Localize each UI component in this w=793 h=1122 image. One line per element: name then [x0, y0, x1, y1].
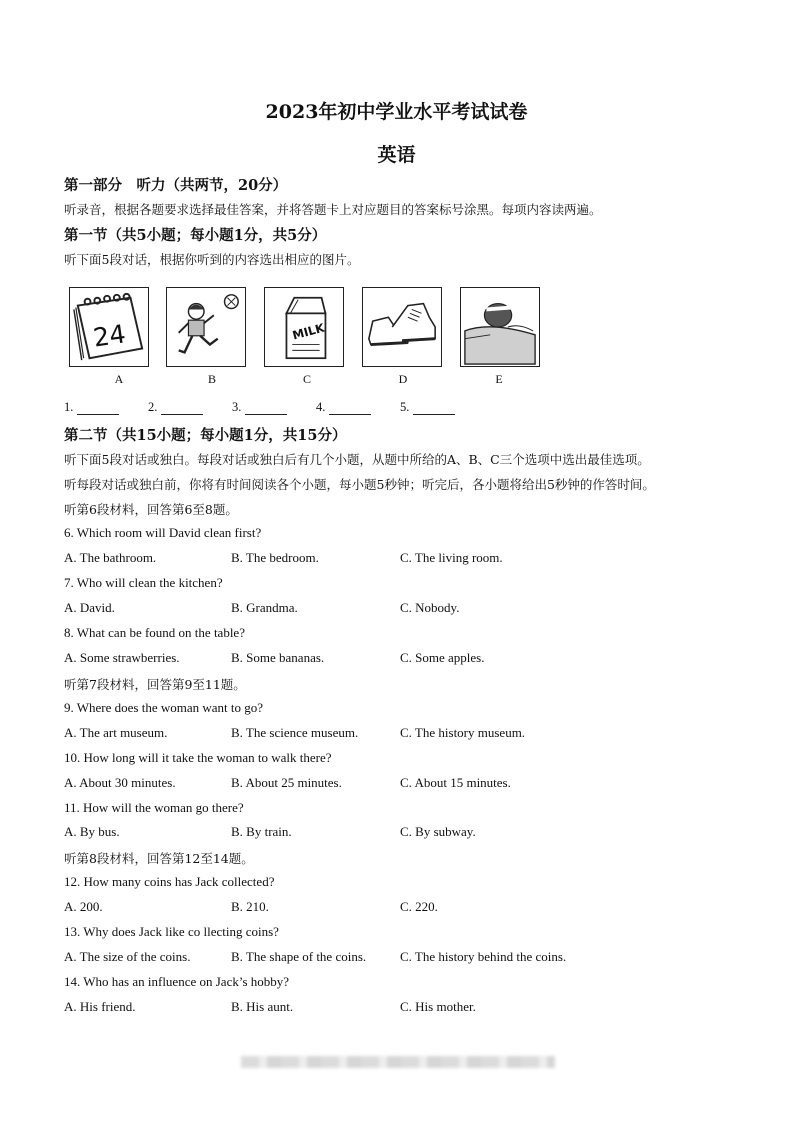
option-7a[interactable]: A. David.	[64, 600, 115, 615]
section1-instruction: 听下面5段对话，根据你听到的内容选出相应的图片。	[64, 252, 360, 267]
question-7: 7. Who will clean the kitchen?	[64, 575, 223, 590]
blank-line[interactable]	[329, 402, 371, 415]
svg-text:MILK: MILK	[290, 320, 326, 343]
section1-heading: 第一节（共5小题；每小题1分，共5分）	[64, 227, 327, 244]
option-10b[interactable]: B. About 25 minutes.	[231, 775, 342, 790]
picture-label-a: A	[114, 372, 124, 386]
blank-line[interactable]	[413, 402, 455, 415]
answer-blank-4[interactable]	[316, 400, 371, 415]
section2-instruction-2: 听每段对话或独白前，你将有时间阅读各个小题，每小题5秒钟；听完后，各小题将给出5秒钟的作答时间。	[64, 477, 655, 492]
group-intro: 听第6段材料，回答第6至8题。	[64, 502, 238, 517]
blank-number: 2.	[148, 400, 158, 414]
boy-kicking-ball-icon	[166, 287, 246, 367]
blank-number: 3.	[232, 400, 242, 414]
picture-label-c: C	[302, 372, 311, 386]
option-8b[interactable]: B. Some bananas.	[231, 650, 325, 665]
option-11c[interactable]: C. By subway.	[400, 824, 476, 839]
option-9a[interactable]: A. The art museum.	[64, 725, 168, 740]
section2-instruction-1: 听下面5段对话或独白。每段对话或独白后有几个小题，从题中所给的A、B、C三个选项中选出最佳选项。	[64, 452, 650, 467]
option-10c[interactable]: C. About 15 minutes.	[400, 775, 511, 790]
option-13c[interactable]: C. The history behind the coins.	[400, 949, 567, 964]
answer-blank-2[interactable]	[148, 400, 203, 415]
option-14a[interactable]: A. His friend.	[64, 999, 136, 1014]
answer-blank-5[interactable]	[400, 400, 455, 415]
option-7c[interactable]: C. Nobody.	[400, 600, 460, 615]
part1-instruction: 听录音，根据各题要求选择最佳答案，并将答题卡上对应题目的答案标号涂黑。每项内容读两遍。	[64, 202, 602, 217]
option-10a[interactable]: A. About 30 minutes.	[64, 775, 176, 790]
part1-heading: 第一部分 听力（共两节，20分）	[64, 177, 288, 194]
option-13a[interactable]: A. The size of the coins.	[64, 949, 191, 964]
answer-blank-1[interactable]	[64, 400, 119, 415]
section2-heading: 第二节（共15小题；每小题1分，共15分）	[64, 427, 347, 444]
option-11b[interactable]: B. By train.	[231, 824, 292, 839]
group-intro: 听第8段材料，回答第12至14题。	[64, 851, 254, 866]
answer-blank-3[interactable]	[232, 400, 287, 415]
picture-label-b: B	[207, 372, 216, 386]
option-12b[interactable]: B. 210.	[231, 899, 269, 914]
option-14b[interactable]: B. His aunt.	[231, 999, 294, 1014]
blank-line[interactable]	[245, 402, 287, 415]
picture-label-e: E	[495, 372, 503, 386]
page-title: 2023年初中学业水平考试试卷	[265, 101, 528, 123]
option-6c[interactable]: C. The living room.	[400, 550, 503, 565]
question-12: 12. How many coins has Jack collected?	[64, 874, 275, 889]
question-6: 6. Which room will David clean first?	[64, 525, 262, 540]
option-12c[interactable]: C. 220.	[400, 899, 438, 914]
option-7b[interactable]: B. Grandma.	[231, 600, 298, 615]
option-6a[interactable]: A. The bathroom.	[64, 550, 157, 565]
blank-number: 5.	[400, 400, 410, 414]
question-14: 14. Who has an influence on Jack’s hobby?	[64, 974, 290, 989]
picture-label-d: D	[398, 372, 408, 386]
option-9c[interactable]: C. The history museum.	[400, 725, 526, 740]
blank-number: 4.	[316, 400, 326, 414]
subject-title: 英语	[377, 144, 416, 166]
option-12a[interactable]: A. 200.	[64, 899, 103, 914]
svg-text:24: 24	[91, 318, 128, 353]
option-11a[interactable]: A. By bus.	[64, 824, 120, 839]
option-6b[interactable]: B. The bedroom.	[231, 550, 319, 565]
blank-line[interactable]	[77, 402, 119, 415]
blank-line[interactable]	[161, 402, 203, 415]
option-9b[interactable]: B. The science museum.	[231, 725, 359, 740]
option-13b[interactable]: B. The shape of the coins.	[231, 949, 367, 964]
group-intro: 听第7段材料，回答第9至11题。	[64, 677, 246, 692]
question-10: 10. How long will it take the woman to walk there?	[64, 750, 332, 765]
option-14c[interactable]: C. His mother.	[400, 999, 476, 1014]
question-9: 9. Where does the woman want to go?	[64, 700, 264, 715]
option-8c[interactable]: C. Some apples.	[400, 650, 485, 665]
question-13: 13. Why does Jack like co llecting coins?	[64, 924, 279, 939]
blurred-footer-watermark	[241, 1056, 555, 1068]
option-8a[interactable]: A. Some strawberries.	[64, 650, 180, 665]
calendar-icon	[69, 287, 149, 367]
blank-number: 1.	[64, 400, 74, 414]
question-8: 8. What can be found on the table?	[64, 625, 245, 640]
sick-in-bed-icon	[460, 287, 540, 367]
milk-carton-icon	[264, 287, 344, 367]
sneakers-icon	[362, 287, 442, 367]
question-11: 11. How will the woman go there?	[64, 800, 244, 815]
